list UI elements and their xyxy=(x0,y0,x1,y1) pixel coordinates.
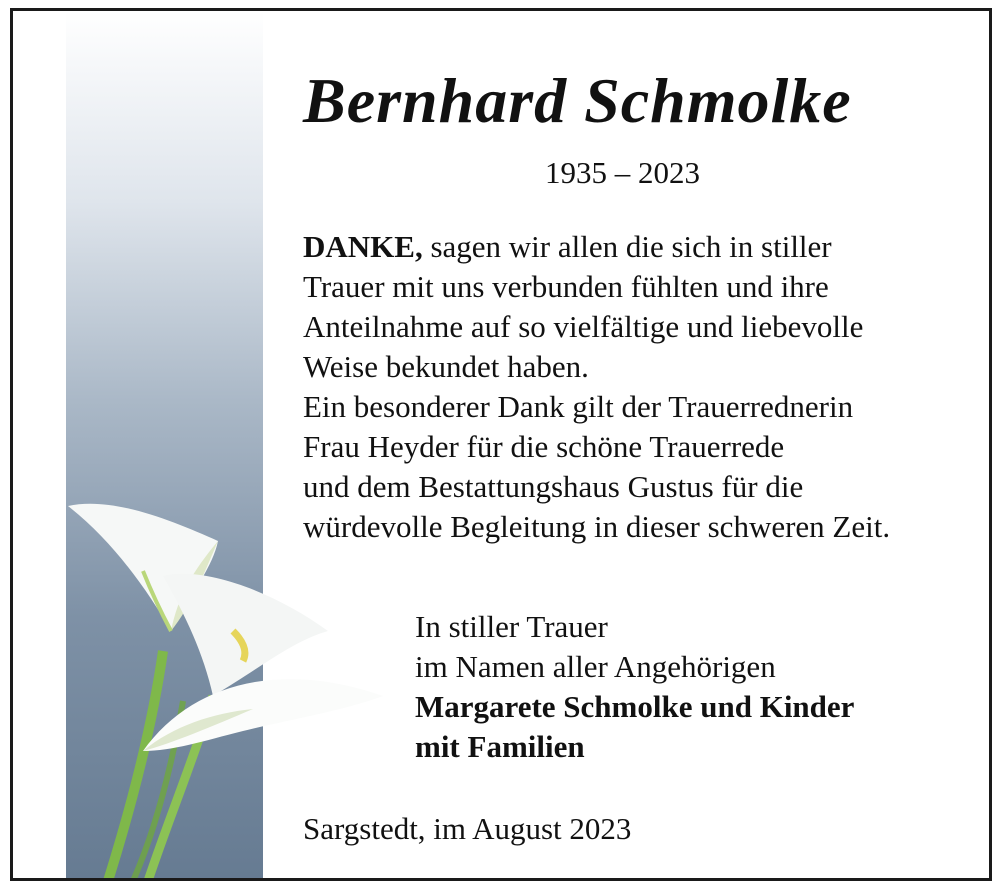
signature-line-relatives: im Namen aller Angehörigen xyxy=(415,649,776,684)
place-and-date: Sargstedt, im August 2023 xyxy=(303,811,632,846)
danke-heading: DANKE, xyxy=(303,229,423,264)
life-years: 1935 – 2023 xyxy=(545,155,700,190)
message-line: Anteilnahme auf so vielfältige und liebevolle xyxy=(303,309,864,344)
message-lead-rest: sagen wir allen die sich in stiller xyxy=(422,229,832,264)
message-line: Trauer mit uns verbunden fühlten und ihre xyxy=(303,269,829,304)
family-names-continued: mit Familien xyxy=(415,729,585,764)
message-line: Weise bekundet haben. xyxy=(303,349,589,384)
message-line: und dem Bestattungshaus Gustus für die xyxy=(303,469,804,504)
family-names: Margarete Schmolke und Kinder xyxy=(415,689,855,724)
thank-you-message xyxy=(303,227,983,547)
message-line: Ein besonderer Dank gilt der Trauerrednerin xyxy=(303,389,854,424)
signature-line-mourning: In stiller Trauer xyxy=(415,609,608,644)
message-first-line xyxy=(303,227,983,267)
signature-block xyxy=(415,607,854,767)
message-line: Frau Heyder für die schöne Trauerrede xyxy=(303,429,785,464)
message-line: würdevolle Begleitung in dieser schweren Zeit. xyxy=(303,509,891,544)
deceased-name: Bernhard Schmolke xyxy=(303,65,852,136)
obituary-notice xyxy=(10,8,992,881)
